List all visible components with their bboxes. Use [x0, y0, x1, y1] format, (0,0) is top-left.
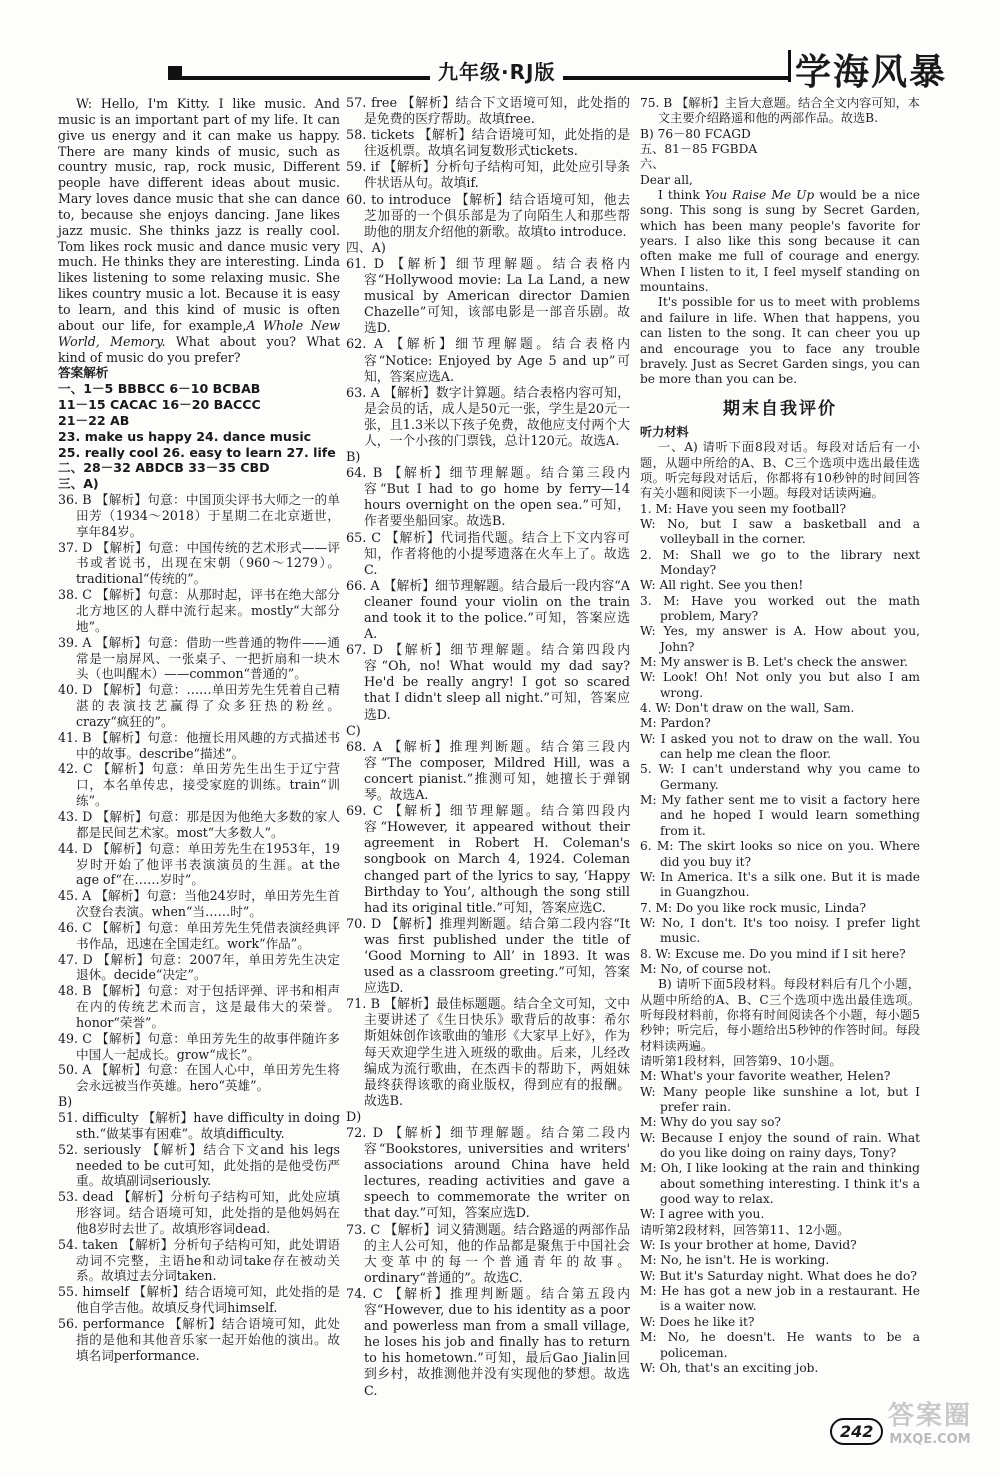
- dialog-line: 5. W: I can't understand why you came to Germany.: [640, 762, 920, 792]
- answer-item: 69. C 【解析】细节理解题。结合第四段内容“However, it appeared without their agreement in Robert H. Coleman's songbook on March 4, 1924. Coleman changed part of the lyrics to say, ‘Happy Birthday to You’, although the song still had its original title.”可知，答案应选C.: [346, 804, 630, 916]
- answer-key-line: 二、28－32 ABDCB 33－35 CBD: [58, 460, 270, 476]
- answer-item: 48. B 【解析】句意：对于包括评弹、评书和相声在内的传统艺术而言，这是最伟大的荣誉。honor“荣誉”。: [58, 983, 340, 1030]
- answer-item: 44. D 【解析】句意：单田芳先生在1953年，19岁时开始了他评书表演演员的生涯。at the age of“在……岁时”。: [58, 840, 340, 888]
- dialog-line: M: Pardon?: [640, 716, 711, 731]
- listening-passage: W: Hello, I'm Kitty. I like music. And music is an important part of my life. It can give us energy and it can make us happy. There are many kinds of music, such as country music, rap, rock music, Different people have different ideas about music. Mary loves dance music that she can dance to, because she enjoys dancing. Jane likes jazz music. She thinks jazz is really cool. Tom likes rock music and dance music very much. He thinks they are interesting. Linda likes listening to some relaxing music. She likes country music a lot. Because it is easy to learn, and this kind of music is often about our life, for example,A Whole New World, Memory. What about you? What kind of music do you prefer?: [58, 96, 340, 365]
- answer-explanations: [640, 96, 920, 173]
- answer-item: 42. C 【解析】句意：单田芳先生出生于辽宁营口，本名单传忠，接受家庭的训练。train“训练”。: [58, 761, 340, 809]
- answer-item: 56. performance 【解析】结合语境可知，此处指的是他和其他音乐家一起开始他的演出。故填名词performance.: [58, 1315, 340, 1363]
- answer-item: 43. D 【解析】句意：那是因为他绝大多数的家人都是民间艺术家。most“大多数人”。: [58, 808, 340, 840]
- answer-key-lines: [58, 381, 340, 492]
- answer-item: 41. B 【解析】句意：他擅长用风趣的方式描述书中的故事。describe“描述”。: [58, 729, 340, 761]
- answer-item: 68. A 【解析】推理判断题。结合第三段内容“The composer, Mildred Hill, was a concert pianist.”推测可知，她擅长于弹钢琴。故选A.: [346, 739, 630, 804]
- page-number: 242: [830, 1418, 883, 1445]
- answer-key-line: 一、1－5 BBBCC 6－10 BCBAB: [58, 381, 261, 397]
- answer-item: 52. seriously 【解析】结合下文and his legs needed to be cut可知，此处指的是他受伤严重。故填副词seriously.: [58, 1141, 340, 1189]
- answer-item: 49. C 【解析】句意：单田芳先生的故事伴随许多中国人一起成长。grow“成长”。: [58, 1030, 340, 1062]
- dialog-line: M: Oh, I like looking at the rain and thinking about something interesting. I think it's a good way to relax.: [640, 1161, 920, 1207]
- answer-item: 60. to introduce 【解析】结合语境可知，他去芝加哥的一个俱乐部是为了向陌生人和那些帮助他的朋友介绍他的新歌。故填to introduce.: [346, 192, 630, 240]
- answer-item: 57. free 【解析】结合下文语境可知，此处指的是免费的医疗帮助。故填free.: [346, 96, 630, 128]
- answer-item: 37. D 【解析】句意：中国传统的艺术形式——评书或者说书，出现在宋朝（960～1279）。traditional“传统的”。: [58, 539, 340, 587]
- brand-divider: [788, 50, 791, 82]
- answer-key-line: 三、A): [58, 476, 99, 492]
- answer-item: 63. A 【解析】数字计算题。结合表格内容可知，是会员的话，成人是50元一张，学生是20元一张，且1.3米以下孩子免费，故他应支付两个大人，一个小孩的门票钱，总计120元。故选A.: [346, 385, 630, 449]
- answer-item: 36. B 【解析】句意：中国顶尖评书大师之一的单田芳（1934～2018）于星期二在北京逝世，享年84岁。: [58, 492, 340, 539]
- answer-item: 55. himself 【解析】结合语境可知，此处指的是他自学吉他。故填反身代词himself.: [58, 1284, 340, 1316]
- answer-item: 53. dead 【解析】分析句子结构可知，此处应填形容词。结合语境可知，此处指的是他妈妈在他8岁时去世了。故填形容词dead.: [58, 1189, 340, 1236]
- essay-paragraph: I think You Raise Me Up would be a nice song. This song is sung by Secret Garden, which has been many people's favorite for years. I also like this song because it can often make me full of courage and energy. When I listen to it, I feel myself standing on mountains.: [640, 188, 920, 295]
- dialog-list: [640, 502, 920, 978]
- answer-key-line: 21－22 AB: [58, 412, 130, 428]
- dialog-line: 2. M: Shall we go to the library next Monday?: [640, 547, 920, 577]
- answer-item: 72. D 【解析】细节理解题。结合第二段内容“Bookstores, universities and writers' associations around China have held lectures, reading activities and gave a speech to commemorate the writer on that day.”可知，答案应选D.: [346, 1126, 630, 1222]
- answer-explanations: [58, 492, 340, 1363]
- answer-item: 四、A): [346, 240, 386, 256]
- listening-title: 听力材料: [640, 424, 689, 439]
- part-heading: 请听第2段材料，回答第11、12小题。: [640, 1222, 850, 1237]
- answer-item: 65. C 【解析】代词指代题。结合上下文内容可知，作者将他的小提琴遗落在火车上了。故选C.: [346, 530, 630, 578]
- dialog-line: W: In America. It's a silk one. But it is made in Guangzhou.: [640, 869, 920, 900]
- essay-paragraph: It's possible for us to meet with problems and failure in life. When that happens, you can listen to the song. It can cheer you up and encourage you to face any trouble bravely. Just as Secret Garden sings, you can be more than you can be.: [640, 295, 920, 387]
- dialog-line: 1. M: Have you seen my football?: [640, 501, 846, 516]
- answer-item: 39. A 【解析】句意：借助一些普通的物件——通常是一扇屏风、一张桌子、一把折扇和一块木头（也叫醒木）——common“普通的”。: [58, 634, 340, 682]
- answer-item: B): [58, 1094, 73, 1110]
- dialog-line: M: My father sent me to visit a factory here and he hoped I would learn something from it.: [640, 793, 920, 838]
- dialog-line: W: Oh, that's an exciting job.: [640, 1360, 819, 1375]
- answer-key-line: 23. make us happy 24. dance music: [58, 428, 312, 444]
- answer-item: 六、: [640, 157, 665, 172]
- answer-item: 70. D 【解析】推理判断题。结合第二段内容“It was first published under the title of ‘Good Morning to All’ in 1893. It was used as a classroom greeting.”可知，答案应选D.: [346, 916, 630, 997]
- listening-instruction: 一、A) 请听下面8段对话。每段对话后有一小题，从题中所给的A、B、C三个选项中选出最佳选项。听完每段对话后，你都将有10秒钟的时间回答有关小题和阅读下一小题。每段对话读两遍。: [640, 440, 920, 501]
- dialog-line: 6. M: The skirt looks so nice on you. Where did you buy it?: [640, 839, 920, 869]
- answer-item: 64. B 【解析】细节理解题。结合第三段内容“But I had to go home by ferry—14 hours overnight on the open sea.”可知，作者要坐船回家。故选B.: [346, 466, 630, 530]
- dialog-line: W: Does he like it?: [640, 1314, 755, 1329]
- dialog-line: W: I asked you not to draw on the wall. You can help me clean the floor.: [640, 731, 920, 762]
- part-heading: 请听第1段材料，回答第9、10小题。: [640, 1053, 842, 1068]
- dialog-line: W: All right. See you then!: [640, 578, 804, 593]
- dialog-line: 3. M: Have you worked out the math problem, Mary?: [640, 593, 920, 623]
- essay-greeting: Dear all,: [640, 172, 693, 187]
- dialog-line: M: No, he isn't. He is working.: [640, 1253, 830, 1268]
- answer-item: 75. B 【解析】主旨大意题。结合全文内容可知，本文主要介绍路遥和他的两部作品。故选B.: [640, 96, 920, 126]
- answer-item: 59. if 【解析】分析句子结构可知，此处应引导条件状语从句。故填if.: [346, 160, 630, 192]
- dialog-line: M: He has got a new job in a restaurant. He is a waiter now.: [640, 1284, 920, 1314]
- answer-item: 45. A 【解析】句意：当他24岁时，单田芳先生首次登台表演。when“当……时”。: [58, 888, 340, 920]
- answer-item: 五、81－85 FGBDA: [640, 142, 758, 157]
- answer-item: 62. A 【解析】细节理解题。结合表格内容“Notice: Enjoyed by Age 5 and up”可知，答案应选A.: [346, 337, 630, 385]
- dialog-list: [640, 1069, 920, 1222]
- section-title: 期末自我评价: [723, 398, 837, 419]
- answer-item: 74. C 【解析】推理判断题。结合第五段内容“However, due to his identity as a poor and powerless man from a small village, he loses his job and finally has to return to his hometown.”可知，最后Gao Jialin回到乡村，故推测他并没有实现他的梦想。故选C.: [346, 1286, 630, 1399]
- dialog-line: W: Because I enjoy the sound of rain. What do you like doing on rainy days, Tony?: [640, 1130, 920, 1161]
- answer-key-line: 11－15 CACAC 16－20 BACCC: [58, 397, 261, 413]
- answer-item: 40. D 【解析】句意：……单田芳先生凭着自己精湛的表演技艺赢得了众多狂热的粉丝。crazy“疯狂的”。: [58, 682, 340, 729]
- answer-item: 66. A 【解析】细节理解题。结合最后一段内容“A cleaner found your violin on the train and took it to the police.”可知，答案应选A.: [346, 578, 630, 643]
- answer-item: 38. C 【解析】句意：从那时起，评书在绝大部分北方地区的人群中流行起来。mostly“大部分地”。: [58, 587, 340, 634]
- answer-item: 54. taken 【解析】分析句子结构可知，此处谓语动词不完整，主语he和动词take存在被动关系。故填过去分词taken.: [58, 1236, 340, 1284]
- answer-item: B): [346, 450, 361, 466]
- dialog-line: W: Yes, my answer is A. How about you, John?: [640, 624, 920, 654]
- dialog-line: 4. W: Don't draw on the wall, Sam.: [640, 701, 855, 716]
- answer-explanations: [346, 96, 630, 1400]
- column-left: [58, 96, 340, 1364]
- answer-item: 51. difficulty 【解析】have difficulty in doing sth.“做某事有困难”。故填difficulty.: [58, 1110, 340, 1141]
- answer-item: B) 76－80 FCAGD: [640, 126, 751, 141]
- answers-title: 答案解析: [58, 365, 109, 381]
- watermark-logo: 答案圈 MXQE.COM: [887, 1401, 972, 1447]
- dialog-line: W: Is your brother at home, David?: [640, 1238, 857, 1253]
- grade-label: 九年级·RJ版: [430, 56, 563, 85]
- dialog-line: M: No, he doesn't. He wants to be a policeman.: [640, 1330, 920, 1360]
- dialog-line: W: I agree with you.: [640, 1207, 765, 1222]
- column-middle: [346, 96, 630, 1400]
- brand-logo: 学海风暴: [795, 51, 948, 93]
- answer-item: D): [346, 1109, 362, 1125]
- dialog-line: 8. W: Excuse me. Do you mind if I sit here?: [640, 946, 906, 961]
- header-square-icon: [168, 66, 182, 80]
- answer-item: 73. C 【解析】词义猜测题。结合路遥的两部作品的主人公可知，他的作品都是聚焦于中国社会大变革中的每一个普通青年的故事。ordinary“普通的”。故选C.: [346, 1222, 630, 1286]
- column-right: [640, 96, 920, 1376]
- dialog-line: M: Why do you say so?: [640, 1115, 781, 1130]
- dialog-line: 7. M: Do you like rock music, Linda?: [640, 900, 866, 915]
- dialog-line: M: No, of course not.: [640, 961, 772, 976]
- dialog-line: W: But it's Saturday night. What does he do?: [640, 1268, 917, 1283]
- dialog-line: M: My answer is B. Let's check the answer.: [640, 655, 909, 670]
- answer-item: C): [346, 723, 361, 739]
- listening-instruction: B) 请听下面5段材料。每段材料后有几个小题，从题中所给的A、B、C三个选项中选出最佳选项。听每段材料前，你将有时间阅读各个小题，每小题5秒钟；听完后，每小题给出5秒钟的作答时间。每段材料读两遍。: [640, 977, 920, 1053]
- answer-item: 50. A 【解析】句意：在国人心中，单田芳先生将会永远被当作英雄。hero“英雄”。: [58, 1062, 340, 1094]
- answer-item: 67. D 【解析】细节理解题。结合第四段内容“Oh, no! What would my dad say? He'd be really angry! I got so scared that I didn't sleep all night.”可知，答案应选D.: [346, 643, 630, 723]
- answer-item: 61. D 【解析】细节理解题。结合表格内容“Hollywood movie: La La Land, a new musical by American director Damien Chazelle”可知，该部电影是一部音乐剧。故选D.: [346, 256, 630, 337]
- dialog-line: M: What's your favorite weather, Helen?: [640, 1069, 891, 1084]
- dialog-line: W: Look! Oh! Not only you but also I am wrong.: [640, 670, 920, 700]
- dialog-line: W: No, but I saw a basketball and a volleyball in the corner.: [640, 516, 920, 547]
- answer-item: 71. B 【解析】最佳标题题。结合全文可知，文中主要讲述了《生日快乐》歌背后的故事：希尔斯姐妹创作该歌曲的雏形《大家早上好》，作为每天欢迎学生进入班级的歌曲。后来，儿经改编成为流行歌曲，在杰西卡的帮助下，两姐妹最终获得该歌的商业版权，得到应有的报酬。故选B.: [346, 997, 630, 1109]
- dialog-line: W: No, I don't. It's too noisy. I prefer light music.: [640, 915, 920, 946]
- answer-item: 58. tickets 【解析】结合语境可知，此处指的是往返机票。故填名词复数形式tickets.: [346, 128, 630, 160]
- answer-key-line: 25. really cool 26. easy to learn 27. life: [58, 444, 336, 460]
- dialog-line: W: Many people like sunshine a lot, but I prefer rain.: [640, 1084, 920, 1114]
- page-header: [0, 0, 1000, 92]
- dialog-list: [640, 1238, 920, 1376]
- answer-item: 47. D 【解析】句意：2007年，单田芳先生决定退休。decide“决定”。: [58, 951, 340, 983]
- answer-item: 46. C 【解析】句意：单田芳先生凭借表演经典评书作品，迅速在全国走红。work“作品”。: [58, 919, 340, 951]
